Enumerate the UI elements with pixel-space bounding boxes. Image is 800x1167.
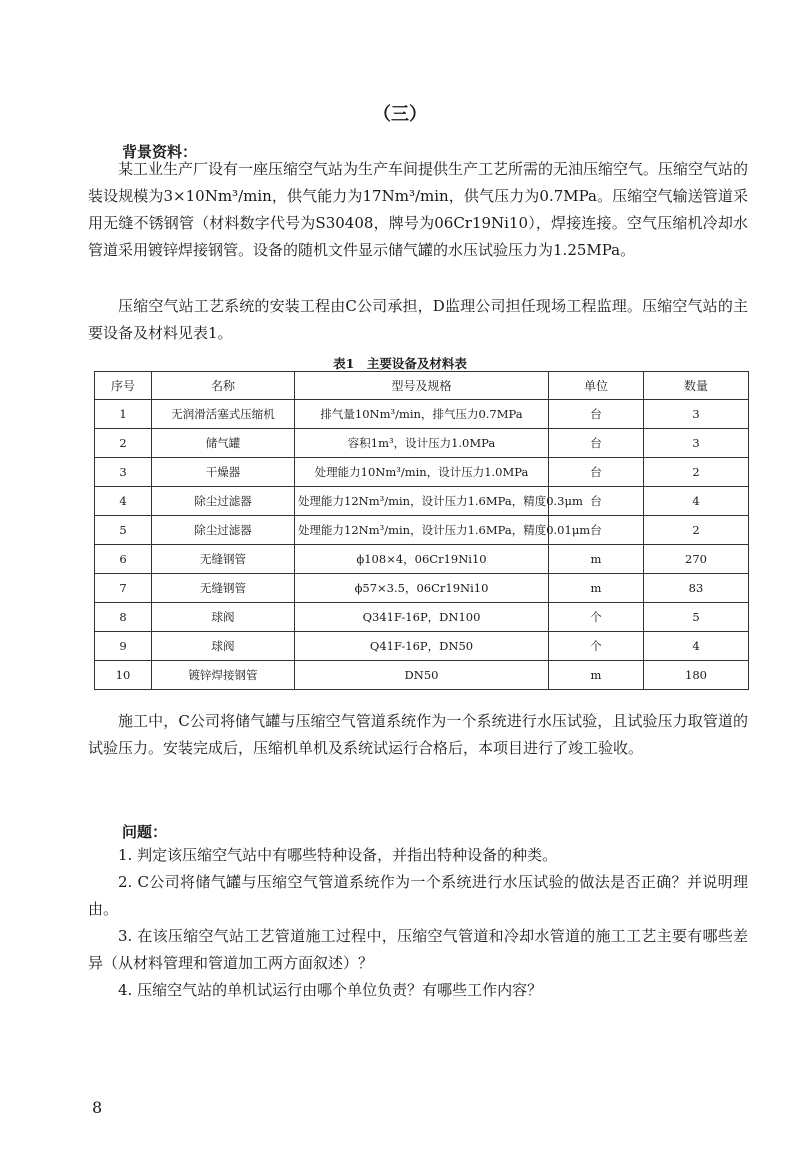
table-row [95, 632, 749, 661]
cell-name: 球阀 [152, 632, 295, 661]
cell-index: 7 [95, 574, 152, 603]
cell-quantity: 270 [644, 545, 749, 574]
cell-name: 无缝钢管 [152, 574, 295, 603]
header-name: 名称 [152, 372, 295, 400]
background-paragraph-1: 某工业生产厂设有一座压缩空气站为生产车间提供生产工艺所需的无油压缩空气。压缩空气站的装设规模为3×10Nm³/min，供气能力为17Nm³/min，供气压力为0.7MPa。压缩空气输送管道采用无缝不锈钢管（材料数字代号为S30408，牌号为06Cr19Ni10），焊接连接。空气压缩机冷却水管道采用镀锌焊接钢管。设备的随机文件显示储气罐的水压试验压力为1.25MPa。 [88, 160, 749, 259]
table-row [95, 429, 749, 458]
background-label: 背景资料： [122, 143, 198, 161]
cell-quantity: 3 [644, 400, 749, 429]
header-quantity: 数量 [644, 372, 749, 400]
cell-spec: 处理能力10Nm³/min，设计压力1.0MPa [295, 458, 549, 487]
header-unit: 单位 [549, 372, 644, 400]
cell-name: 镀锌焊接钢管 [152, 661, 295, 690]
cell-spec: 容积1m³，设计压力1.0MPa [295, 429, 549, 458]
cell-unit: 台 [549, 516, 644, 545]
question-item: 2. C公司将储气罐与压缩空气管道系统作为一个系统进行水压试验的做法是否正确？并说明理由。 [88, 873, 748, 918]
cell-unit: 台 [549, 400, 644, 429]
table-row [95, 458, 749, 487]
table-row [95, 487, 749, 516]
cell-index: 9 [95, 632, 152, 661]
table-row [95, 400, 749, 429]
cell-unit: 个 [549, 632, 644, 661]
cell-unit: 台 [549, 458, 644, 487]
table-row [95, 516, 749, 545]
cell-index: 3 [95, 458, 152, 487]
questions-list [88, 842, 748, 1004]
header-index: 序号 [95, 372, 152, 400]
cell-index: 6 [95, 545, 152, 574]
cell-quantity: 4 [644, 632, 749, 661]
cell-spec: DN50 [295, 661, 549, 690]
question-item: 1. 判定该压缩空气站中有哪些特种设备，并指出特种设备的种类。 [118, 846, 558, 864]
cell-unit: 台 [549, 487, 644, 516]
equipment-table [94, 371, 749, 690]
cell-quantity: 3 [644, 429, 749, 458]
cell-index: 2 [95, 429, 152, 458]
cell-name: 无缝钢管 [152, 545, 295, 574]
cell-unit: 个 [549, 603, 644, 632]
cell-name: 除尘过滤器 [152, 487, 295, 516]
table-caption: 表1 主要设备及材料表 [333, 356, 467, 371]
cell-spec: ϕ108×4，06Cr19Ni10 [295, 545, 549, 574]
cell-name: 球阀 [152, 603, 295, 632]
cell-name: 干燥器 [152, 458, 295, 487]
table-row [95, 545, 749, 574]
cell-quantity: 180 [644, 661, 749, 690]
cell-index: 10 [95, 661, 152, 690]
cell-index: 5 [95, 516, 152, 545]
cell-name: 无润滑活塞式压缩机 [152, 400, 295, 429]
cell-index: 8 [95, 603, 152, 632]
cell-unit: m [549, 661, 644, 690]
cell-name: 储气罐 [152, 429, 295, 458]
cell-spec: Q41F-16P，DN50 [295, 632, 549, 661]
cell-unit: 台 [549, 429, 644, 458]
cell-index: 1 [95, 400, 152, 429]
table-row [95, 603, 749, 632]
background-paragraph-2: 压缩空气站工艺系统的安装工程由C公司承担，D监理公司担任现场工程监理。压缩空气站的主要设备及材料见表1。 [88, 297, 748, 342]
cell-spec: 处理能力12Nm³/min，设计压力1.6MPa，精度0.01μm [295, 516, 549, 545]
cell-quantity: 2 [644, 516, 749, 545]
cell-spec: Q341F-16P，DN100 [295, 603, 549, 632]
cell-spec: 处理能力12Nm³/min，设计压力1.6MPa，精度0.3μm [295, 487, 549, 516]
cell-quantity: 2 [644, 458, 749, 487]
cell-index: 4 [95, 487, 152, 516]
construction-paragraph: 施工中，C公司将储气罐与压缩空气管道系统作为一个系统进行水压试验，且试验压力取管道的试验压力。安装完成后，压缩机单机及系统试运行合格后，本项目进行了竣工验收。 [88, 712, 748, 757]
cell-spec: 排气量10Nm³/min，排气压力0.7MPa [295, 400, 549, 429]
cell-quantity: 4 [644, 487, 749, 516]
question-item: 3. 在该压缩空气站工艺管道施工过程中，压缩空气管道和冷却水管道的施工工艺主要有哪些差异（从材料管理和管道加工两方面叙述）？ [88, 927, 748, 972]
table-row [95, 574, 749, 603]
cell-quantity: 5 [644, 603, 749, 632]
cell-name: 除尘过滤器 [152, 516, 295, 545]
cell-unit: m [549, 545, 644, 574]
table-row [95, 661, 749, 690]
question-item: 4. 压缩空气站的单机试运行由哪个单位负责？有哪些工作内容？ [118, 981, 543, 999]
cell-spec: ϕ57×3.5，06Cr19Ni10 [295, 574, 549, 603]
cell-unit: m [549, 574, 644, 603]
section-title: （三） [373, 104, 427, 125]
table-header-row [95, 372, 749, 400]
page-number: 8 [92, 1098, 103, 1117]
cell-quantity: 83 [644, 574, 749, 603]
header-spec: 型号及规格 [295, 372, 549, 400]
questions-label: 问题： [122, 823, 168, 841]
